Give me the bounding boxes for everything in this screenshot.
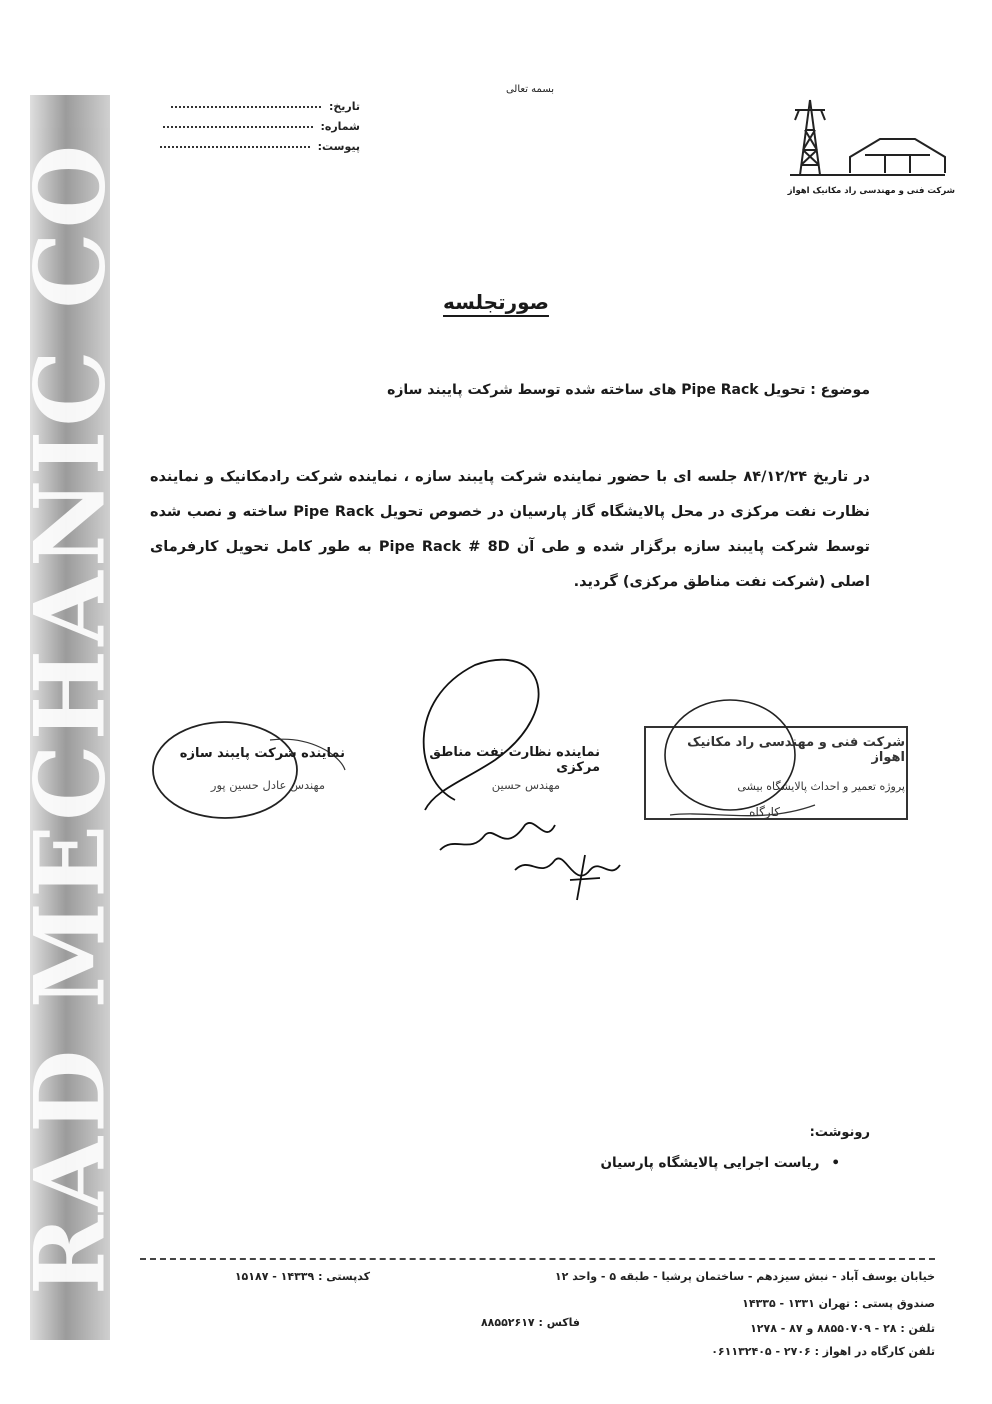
attachment-label: پیوست: (317, 140, 360, 153)
rad-stamp-line-1: شرکت فنی و مهندسی راد مکانیک اهواز (687, 735, 905, 765)
footer-phone: تلفن : ۲۸ - ۸۸۵۵۰۷۰۹ و ۸۷ - ۱۲۷۸ (750, 1322, 935, 1335)
footer-fax: فاکس : ۸۸۵۵۲۶۱۷ (480, 1316, 580, 1329)
subject-line: موضوع : تحویل Pipe Rack های ساخته شده توسط شرکت پایبند سازه (387, 382, 870, 398)
cc-label: رونوشت: (809, 1125, 870, 1140)
number-dots (163, 126, 313, 128)
supervision-signature-icon (395, 640, 635, 910)
supervision-name: مهندس حسین (491, 778, 560, 792)
date-label: تاریخ: (328, 100, 360, 113)
number-field (150, 120, 360, 133)
company-caption: شرکت فنی و مهندسی راد مکانیک اهواز (787, 186, 955, 196)
rad-stamp-line-3: کارگاه (749, 805, 780, 819)
payband-stamp-icon (140, 715, 350, 835)
attachment-field (150, 140, 360, 153)
attachment-dots (160, 146, 310, 148)
company-logo-icon (785, 95, 955, 185)
footer-divider (140, 1258, 935, 1260)
number-label: شماره: (320, 120, 360, 133)
date-dots (171, 106, 321, 108)
supervision-label: نماینده نظارت نفت مناطق مرکزی (429, 745, 600, 775)
body-paragraph: در تاریخ ۸۴/۱۲/۲۴ جلسه ای با حضور نماینده شرکت پایبند سازه ، نماینده شرکت رادمکانیک و نماینده نظارت نفت مرکزی در محل پالایشگاه گاز پارسیان در خصوص تحویل Pipe Rack ساخته و نصب شده توسط شرکت پایبند سازه برگزار شده و طی آن Pipe Rack # 8D به طور کامل تحویل کارفرمای اصلی (شرکت نفت مناطق مرکزی) گردید. (150, 469, 871, 590)
footer-postal-code: کدپستی : ۱۴۳۳۹ - ۱۵۱۸۷ (234, 1270, 370, 1283)
footer-site-phone: تلفن کارگاه در اهواز : ۲۷۰۶ - ۰۶۱۱۳۲۴۰۵ (711, 1345, 935, 1358)
footer-po-box: صندوق پستی : تهران ۱۳۳۱ - ۱۴۳۳۵ (742, 1297, 935, 1310)
page-title: صورتجلسه (443, 290, 549, 314)
payband-label: نماینده شرکت پایبند سازه (179, 746, 345, 761)
footer-address: خیابان یوسف آباد - نبش سیزدهم - ساختمان پرشیا - طبقه ۵ - واحد ۱۲ (554, 1270, 935, 1283)
rad-stamp-line-2: پروژه تعمیر و احداث پالایشگاه بیشی (737, 780, 905, 793)
company-side-band (13, 95, 127, 1340)
basmala: بسمه تعالی (505, 84, 555, 95)
cc-item: • ریاست اجرایی پالایشگاه پارسیان (540, 1155, 840, 1171)
side-band-text: RAD MECHANIC CO (13, 140, 127, 1295)
date-field (150, 100, 360, 113)
payband-name: مهندس عادل حسین پور (210, 778, 325, 792)
